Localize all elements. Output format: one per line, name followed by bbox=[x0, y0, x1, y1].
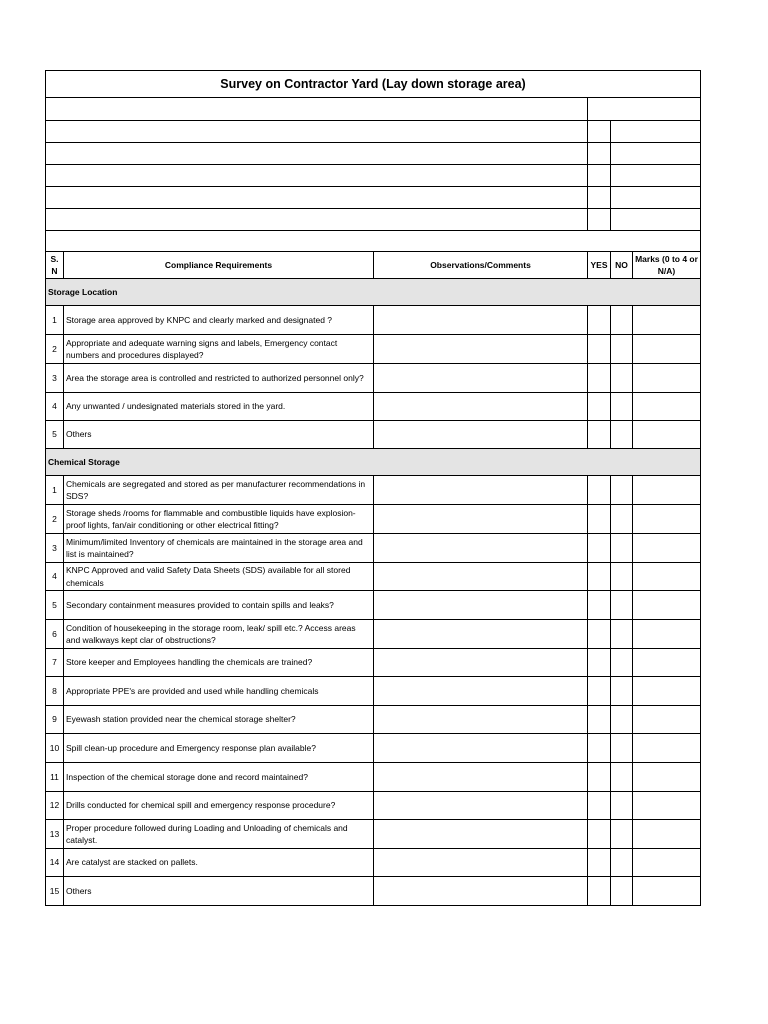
no-checkbox[interactable] bbox=[611, 591, 633, 620]
info-check[interactable] bbox=[588, 143, 611, 165]
item-number: 3 bbox=[46, 534, 64, 563]
item-number: 3 bbox=[46, 364, 64, 393]
item-number: 15 bbox=[46, 877, 64, 906]
observation-cell[interactable] bbox=[374, 677, 588, 706]
observation-cell[interactable] bbox=[374, 563, 588, 591]
observation-cell[interactable] bbox=[374, 335, 588, 364]
info-value[interactable] bbox=[611, 187, 701, 209]
yes-checkbox[interactable] bbox=[588, 620, 611, 649]
header-marks bbox=[633, 252, 701, 279]
item-requirement: Condition of housekeeping in the storage room, leak/ spill etc.? Access areas and walkways kept clar of obstructions? bbox=[64, 620, 374, 649]
info-value[interactable] bbox=[611, 143, 701, 165]
marks-cell[interactable] bbox=[633, 820, 701, 849]
item-number: 8 bbox=[46, 677, 64, 706]
observation-cell[interactable] bbox=[374, 820, 588, 849]
table-row bbox=[46, 649, 701, 677]
section-title: Storage Location bbox=[46, 279, 701, 306]
item-requirement: Others bbox=[64, 877, 374, 906]
info-value[interactable] bbox=[611, 209, 701, 231]
survey-table bbox=[45, 70, 701, 906]
table-row bbox=[46, 476, 701, 505]
observation-cell[interactable] bbox=[374, 849, 588, 877]
item-requirement: Storage sheds /rooms for flammable and combustible liquids have explosion-proof lights, fan/air conditioning or other electrical fitting? bbox=[64, 505, 374, 534]
table-row bbox=[46, 563, 701, 591]
marks-cell[interactable] bbox=[633, 505, 701, 534]
no-checkbox[interactable] bbox=[611, 421, 633, 449]
marks-cell[interactable] bbox=[633, 534, 701, 563]
yes-checkbox[interactable] bbox=[588, 393, 611, 421]
item-requirement: Drills conducted for chemical spill and emergency response procedure? bbox=[64, 792, 374, 820]
section-title: Chemical Storage bbox=[46, 449, 701, 476]
item-requirement: Area the storage area is controlled and restricted to authorized personnel only? bbox=[64, 364, 374, 393]
no-checkbox[interactable] bbox=[611, 335, 633, 364]
table-row bbox=[46, 706, 701, 734]
yes-checkbox[interactable] bbox=[588, 421, 611, 449]
header-row bbox=[46, 252, 701, 279]
no-checkbox[interactable] bbox=[611, 677, 633, 706]
marks-cell[interactable] bbox=[633, 763, 701, 792]
no-checkbox[interactable] bbox=[611, 534, 633, 563]
info-field[interactable] bbox=[46, 121, 588, 143]
section-row bbox=[46, 449, 701, 476]
item-number: 2 bbox=[46, 335, 64, 364]
no-checkbox[interactable] bbox=[611, 820, 633, 849]
section-row bbox=[46, 279, 701, 306]
observation-cell[interactable] bbox=[374, 505, 588, 534]
item-requirement: Any unwanted / undesignated materials stored in the yard. bbox=[64, 393, 374, 421]
info-check[interactable] bbox=[588, 121, 611, 143]
header-sn-line1: S. bbox=[50, 253, 59, 264]
table-row bbox=[46, 677, 701, 706]
no-checkbox[interactable] bbox=[611, 649, 633, 677]
observation-cell[interactable] bbox=[374, 476, 588, 505]
observation-cell[interactable] bbox=[374, 306, 588, 335]
header-no: NO bbox=[611, 252, 633, 279]
marks-cell[interactable] bbox=[633, 620, 701, 649]
observation-cell[interactable] bbox=[374, 620, 588, 649]
marks-cell[interactable] bbox=[633, 649, 701, 677]
yes-checkbox[interactable] bbox=[588, 849, 611, 877]
no-checkbox[interactable] bbox=[611, 734, 633, 763]
item-number: 5 bbox=[46, 421, 64, 449]
item-number: 4 bbox=[46, 563, 64, 591]
yes-checkbox[interactable] bbox=[588, 534, 611, 563]
info-field[interactable] bbox=[46, 187, 588, 209]
observation-cell[interactable] bbox=[374, 734, 588, 763]
header-marks-line2: N/A) bbox=[657, 266, 676, 276]
info-field[interactable] bbox=[46, 143, 588, 165]
marks-cell[interactable] bbox=[633, 563, 701, 591]
item-requirement: Spill clean-up procedure and Emergency response plan available? bbox=[64, 734, 374, 763]
table-row bbox=[46, 364, 701, 393]
item-number: 1 bbox=[46, 306, 64, 335]
item-requirement: Storage area approved by KNPC and clearly marked and designated ? bbox=[64, 306, 374, 335]
marks-cell[interactable] bbox=[633, 393, 701, 421]
no-checkbox[interactable] bbox=[611, 620, 633, 649]
table-row bbox=[46, 763, 701, 792]
observation-cell[interactable] bbox=[374, 591, 588, 620]
yes-checkbox[interactable] bbox=[588, 706, 611, 734]
yes-checkbox[interactable] bbox=[588, 792, 611, 820]
no-checkbox[interactable] bbox=[611, 393, 633, 421]
item-number: 11 bbox=[46, 763, 64, 792]
marks-cell[interactable] bbox=[633, 364, 701, 393]
marks-cell[interactable] bbox=[633, 335, 701, 364]
item-number: 13 bbox=[46, 820, 64, 849]
yes-checkbox[interactable] bbox=[588, 877, 611, 906]
item-number: 12 bbox=[46, 792, 64, 820]
item-number: 2 bbox=[46, 505, 64, 534]
info-value[interactable] bbox=[588, 98, 701, 121]
marks-cell[interactable] bbox=[633, 706, 701, 734]
no-checkbox[interactable] bbox=[611, 849, 633, 877]
spacer-row bbox=[46, 231, 701, 252]
table-row bbox=[46, 792, 701, 820]
no-checkbox[interactable] bbox=[611, 306, 633, 335]
info-field[interactable] bbox=[46, 209, 588, 231]
no-checkbox[interactable] bbox=[611, 476, 633, 505]
marks-cell[interactable] bbox=[633, 877, 701, 906]
info-value[interactable] bbox=[611, 121, 701, 143]
item-requirement: Appropriate and adequate warning signs and labels, Emergency contact numbers and procedures displayed? bbox=[64, 335, 374, 364]
marks-cell[interactable] bbox=[633, 792, 701, 820]
no-checkbox[interactable] bbox=[611, 364, 633, 393]
item-number: 7 bbox=[46, 649, 64, 677]
table-row bbox=[46, 877, 701, 906]
item-requirement: Eyewash station provided near the chemical storage shelter? bbox=[64, 706, 374, 734]
info-field[interactable] bbox=[46, 98, 588, 121]
marks-cell[interactable] bbox=[633, 476, 701, 505]
yes-checkbox[interactable] bbox=[588, 335, 611, 364]
observation-cell[interactable] bbox=[374, 364, 588, 393]
table-row bbox=[46, 393, 701, 421]
item-requirement: Others bbox=[64, 421, 374, 449]
header-observations: Observations/Comments bbox=[374, 252, 588, 279]
observation-cell[interactable] bbox=[374, 877, 588, 906]
item-number: 9 bbox=[46, 706, 64, 734]
item-requirement: Proper procedure followed during Loading and Unloading of chemicals and catalyst. bbox=[64, 820, 374, 849]
info-field[interactable] bbox=[46, 165, 588, 187]
table-row bbox=[46, 335, 701, 364]
header-yes: YES bbox=[588, 252, 611, 279]
observation-cell[interactable] bbox=[374, 763, 588, 792]
table-row bbox=[46, 306, 701, 335]
yes-checkbox[interactable] bbox=[588, 591, 611, 620]
header-sn bbox=[46, 252, 64, 279]
info-check[interactable] bbox=[588, 165, 611, 187]
item-requirement: Chemicals are segregated and stored as per manufacturer recommendations in SDS? bbox=[64, 476, 374, 505]
item-number: 10 bbox=[46, 734, 64, 763]
marks-cell[interactable] bbox=[633, 734, 701, 763]
no-checkbox[interactable] bbox=[611, 792, 633, 820]
yes-checkbox[interactable] bbox=[588, 763, 611, 792]
table-row bbox=[46, 591, 701, 620]
header-requirements: Compliance Requirements bbox=[64, 252, 374, 279]
item-number: 6 bbox=[46, 620, 64, 649]
yes-checkbox[interactable] bbox=[588, 505, 611, 534]
item-requirement: Minimum/limited Inventory of chemicals are maintained in the storage area and list is maintained? bbox=[64, 534, 374, 563]
marks-cell[interactable] bbox=[633, 306, 701, 335]
marks-cell[interactable] bbox=[633, 677, 701, 706]
table-row bbox=[46, 534, 701, 563]
table-row bbox=[46, 734, 701, 763]
no-checkbox[interactable] bbox=[611, 706, 633, 734]
no-checkbox[interactable] bbox=[611, 563, 633, 591]
item-number: 4 bbox=[46, 393, 64, 421]
item-requirement: Appropriate PPE's are provided and used while handling chemicals bbox=[64, 677, 374, 706]
observation-cell[interactable] bbox=[374, 421, 588, 449]
yes-checkbox[interactable] bbox=[588, 306, 611, 335]
item-number: 14 bbox=[46, 849, 64, 877]
observation-cell[interactable] bbox=[374, 649, 588, 677]
observation-cell[interactable] bbox=[374, 534, 588, 563]
item-requirement: Secondary containment measures provided to contain spills and leaks? bbox=[64, 591, 374, 620]
info-check[interactable] bbox=[588, 187, 611, 209]
yes-checkbox[interactable] bbox=[588, 476, 611, 505]
header-marks-line1: Marks (0 to 4 or bbox=[635, 253, 698, 264]
observation-cell[interactable] bbox=[374, 706, 588, 734]
no-checkbox[interactable] bbox=[611, 763, 633, 792]
item-number: 5 bbox=[46, 591, 64, 620]
observation-cell[interactable] bbox=[374, 393, 588, 421]
table-row bbox=[46, 849, 701, 877]
info-value[interactable] bbox=[611, 165, 701, 187]
no-checkbox[interactable] bbox=[611, 505, 633, 534]
item-requirement: Store keeper and Employees handling the chemicals are trained? bbox=[64, 649, 374, 677]
item-requirement: KNPC Approved and valid Safety Data Sheets (SDS) available for all stored chemicals bbox=[64, 563, 374, 591]
survey-title: Survey on Contractor Yard (Lay down storage area) bbox=[46, 71, 701, 98]
yes-checkbox[interactable] bbox=[588, 677, 611, 706]
yes-checkbox[interactable] bbox=[588, 563, 611, 591]
marks-cell[interactable] bbox=[633, 849, 701, 877]
marks-cell[interactable] bbox=[633, 421, 701, 449]
info-check[interactable] bbox=[588, 209, 611, 231]
marks-cell[interactable] bbox=[633, 591, 701, 620]
table-row bbox=[46, 620, 701, 649]
item-number: 1 bbox=[46, 476, 64, 505]
yes-checkbox[interactable] bbox=[588, 734, 611, 763]
no-checkbox[interactable] bbox=[611, 877, 633, 906]
table-row bbox=[46, 820, 701, 849]
item-requirement: Are catalyst are stacked on pallets. bbox=[64, 849, 374, 877]
table-row bbox=[46, 421, 701, 449]
observation-cell[interactable] bbox=[374, 792, 588, 820]
yes-checkbox[interactable] bbox=[588, 820, 611, 849]
yes-checkbox[interactable] bbox=[588, 364, 611, 393]
table-row bbox=[46, 505, 701, 534]
header-sn-line2: N bbox=[51, 266, 58, 276]
item-requirement: Inspection of the chemical storage done and record maintained? bbox=[64, 763, 374, 792]
yes-checkbox[interactable] bbox=[588, 649, 611, 677]
